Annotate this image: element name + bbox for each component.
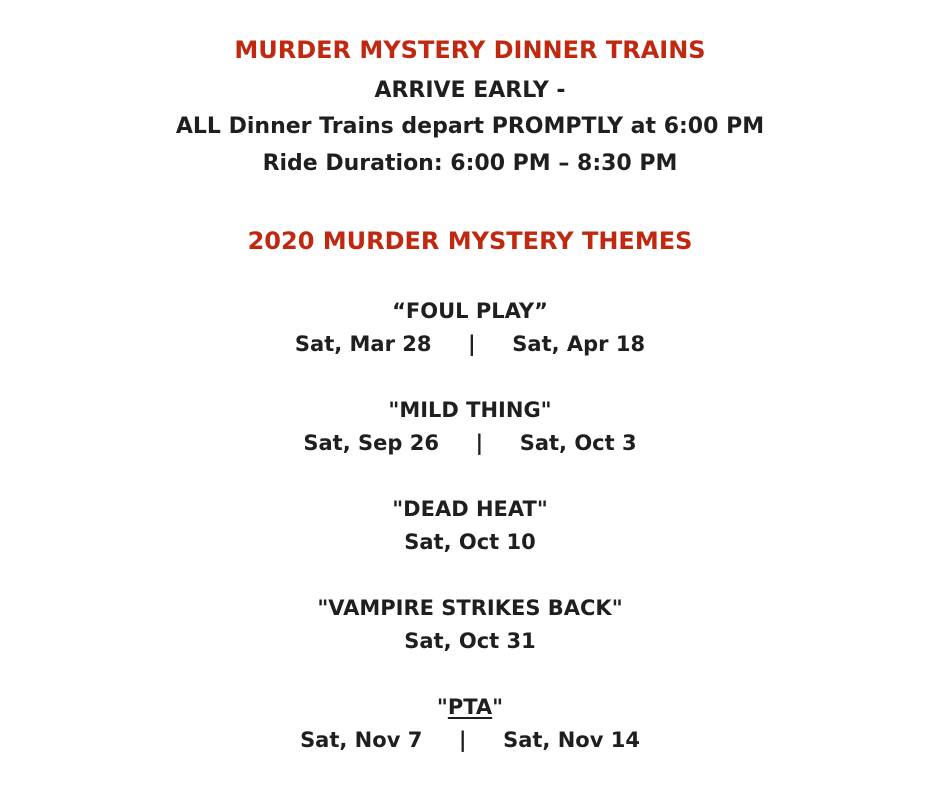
show-dates-vampire-strikes-back: Sat, Oct 31 xyxy=(404,629,536,653)
show-title-dead-heat: "DEAD HEAT" xyxy=(392,497,548,521)
themes-heading: 2020 MURDER MYSTERY THEMES xyxy=(247,227,693,255)
pta-quote-close: " xyxy=(492,695,504,719)
show-dates-pta: Sat, Nov 7 | Sat, Nov 14 xyxy=(300,728,640,752)
departure-note: ALL Dinner Trains depart PROMPTLY at 6:00 PM xyxy=(175,114,765,139)
show-dates-dead-heat: Sat, Oct 10 xyxy=(404,530,536,554)
show-dates-foul-play: Sat, Mar 28 | Sat, Apr 18 xyxy=(294,332,646,356)
pta-quote-open: " xyxy=(436,695,448,719)
page-title: MURDER MYSTERY DINNER TRAINS xyxy=(234,36,706,64)
show-title-pta xyxy=(0,697,940,718)
show-title-vampire-strikes-back: "VAMPIRE STRIKES BACK" xyxy=(317,596,623,620)
arrive-early-note: ARRIVE EARLY - xyxy=(374,78,566,103)
show-dates-mild-thing: Sat, Sep 26 | Sat, Oct 3 xyxy=(303,431,637,455)
ride-duration: Ride Duration: 6:00 PM – 8:30 PM xyxy=(262,151,678,176)
pta-title-link[interactable]: PTA xyxy=(447,695,493,719)
show-title-mild-thing: "MILD THING" xyxy=(388,398,552,422)
show-title-foul-play: “FOUL PLAY” xyxy=(392,299,548,323)
